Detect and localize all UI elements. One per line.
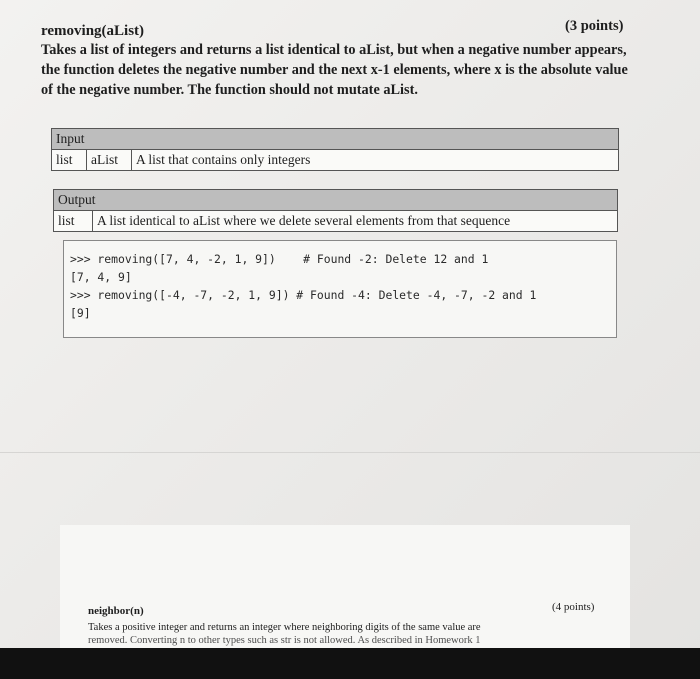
next-problem-line2: removed. Converting n to other types such as str is not allowed. As described in Homework 1 [88, 635, 481, 646]
input-description: A list that contains only integers [132, 150, 619, 171]
input-table [51, 128, 619, 171]
output-table-header: Output [54, 190, 618, 211]
next-problem-line1: Takes a positive integer and returns an integer where neighboring digits of the same value are [88, 622, 481, 633]
problem-title: removing(aList) [41, 23, 145, 39]
code-line: [9] [70, 306, 91, 320]
code-line: >>> removing([7, 4, -2, 1, 9]) # Found -2: Delete 12 and 1 [70, 252, 489, 266]
bottom-bar [0, 648, 700, 679]
problem-points: (3 points) [565, 18, 624, 34]
code-line: [7, 4, 9] [70, 270, 132, 284]
input-table-header: Input [52, 129, 619, 150]
code-example [63, 240, 617, 338]
next-problem-points: (4 points) [552, 601, 595, 613]
input-name: aList [87, 150, 132, 171]
input-type: list [52, 150, 87, 171]
page-divider [0, 452, 700, 453]
output-type: list [54, 211, 93, 232]
output-table [53, 189, 618, 232]
next-problem-title: neighbor(n) [88, 605, 144, 617]
code-line: >>> removing([-4, -7, -2, 1, 9]) # Found -4: Delete -4, -7, -2 and 1 [70, 288, 537, 302]
problem-description: Takes a list of integers and returns a list identical to aList, but when a negative number appears, the function deletes the negative number and the next x-1 elements, where x is the absolute value of the negative number. The function should not mutate aList. [41, 42, 628, 98]
output-description: A list identical to aList where we delete several elements from that sequence [93, 211, 618, 232]
